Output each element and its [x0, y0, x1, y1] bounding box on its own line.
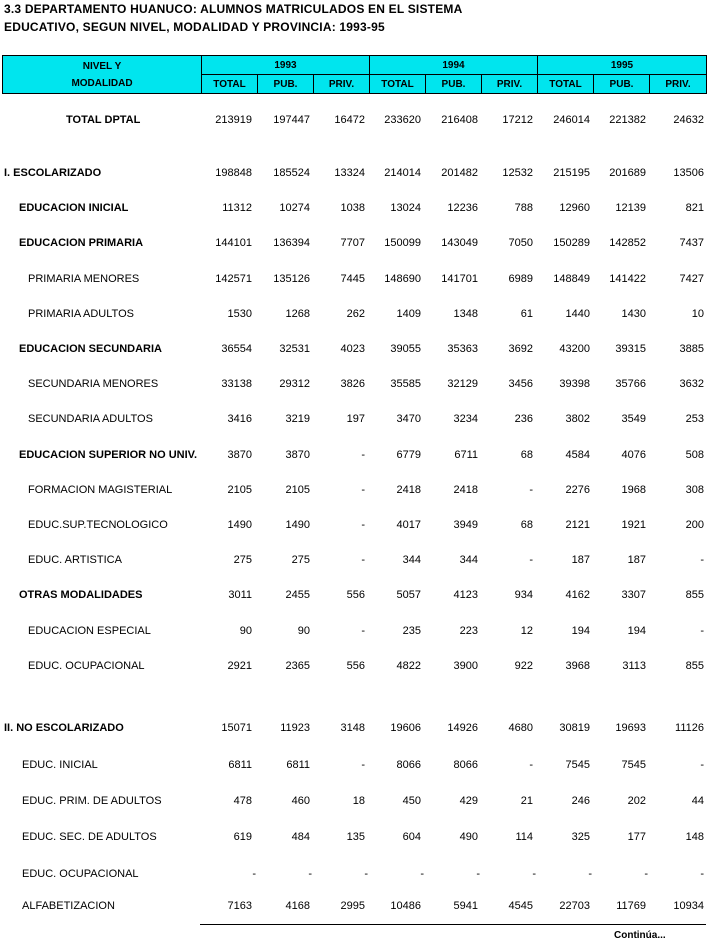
cell: 11923: [280, 722, 310, 734]
cell: 235: [402, 625, 421, 637]
header-total-1993: TOTAL: [201, 74, 258, 94]
cell: 17212: [502, 114, 533, 126]
cell: -: [308, 868, 312, 880]
row-label: PRIMARIA MENORES: [28, 273, 140, 285]
cell: 3885: [679, 343, 704, 355]
table-row: [0, 449, 718, 465]
cell: -: [529, 484, 533, 496]
cell: -: [364, 868, 368, 880]
cell: 3870: [285, 449, 310, 461]
cell: 30819: [559, 722, 590, 734]
cell: 478: [233, 795, 252, 807]
table-row: [0, 202, 718, 218]
header-year-1993: 1993: [201, 55, 370, 75]
cell: 5057: [396, 589, 421, 601]
cell: 4017: [396, 519, 421, 531]
cell: 43200: [559, 343, 590, 355]
cell: 4123: [453, 589, 478, 601]
cell: 148: [685, 831, 704, 843]
cell: -: [700, 625, 704, 637]
row-label: SECUNDARIA ADULTOS: [28, 413, 153, 425]
table-row: [0, 625, 718, 641]
cell: 39398: [559, 378, 590, 390]
row-label: I. ESCOLARIZADO: [4, 167, 102, 179]
cell: 7163: [227, 900, 252, 912]
header-modalidad-label: MODALIDAD: [71, 77, 133, 89]
cell: 142571: [215, 273, 252, 285]
page-title: 3.3 DEPARTAMENTO HUANUCO: ALUMNOS MATRICULADOS EN EL SISTEMA: [4, 2, 463, 16]
table-row: [0, 759, 718, 775]
cell: 821: [685, 202, 704, 214]
cell: 142852: [609, 237, 646, 249]
cell: 508: [685, 449, 704, 461]
cell: 16472: [334, 114, 365, 126]
cell: 90: [239, 625, 252, 637]
cell: 198848: [215, 167, 252, 179]
cell: 141422: [609, 273, 646, 285]
cell: 429: [459, 795, 478, 807]
row-label: II. NO ESCOLARIZADO: [4, 722, 124, 734]
cell: 11126: [675, 722, 704, 734]
cell: 604: [402, 831, 421, 843]
cell: 1348: [453, 308, 478, 320]
cell: 13506: [673, 167, 704, 179]
header-priv-1993: PRIV.: [313, 74, 370, 94]
cell: 12: [520, 625, 533, 637]
cell: 1430: [621, 308, 646, 320]
cell: 7545: [621, 759, 646, 771]
table-row: [0, 900, 718, 916]
cell: 200: [685, 519, 704, 531]
cell: 3148: [340, 722, 365, 734]
cell: -: [361, 519, 365, 531]
cell: 201482: [441, 167, 478, 179]
cell: 194: [571, 625, 590, 637]
cell: 221382: [609, 114, 646, 126]
cell: 556: [346, 589, 365, 601]
header-nivel-label: NIVEL Y: [82, 60, 122, 72]
row-label: ALFABETIZACION: [22, 900, 115, 912]
header-pub-1994: PUB.: [425, 74, 482, 94]
cell: 7445: [340, 273, 365, 285]
cell: 3632: [679, 378, 704, 390]
header-priv-1994: PRIV.: [481, 74, 538, 94]
cell: 3234: [453, 413, 478, 425]
cell: 788: [514, 202, 533, 214]
table-row: [0, 273, 718, 289]
cell: 1409: [396, 308, 421, 320]
cell: 33138: [221, 378, 252, 390]
cell: 194: [627, 625, 646, 637]
cell: 4168: [285, 900, 310, 912]
cell: -: [529, 759, 533, 771]
cell: 19693: [615, 722, 646, 734]
cell: 253: [685, 413, 704, 425]
cell: 6811: [286, 759, 310, 771]
cell: 15071: [221, 722, 252, 734]
header-pub-1995: PUB.: [593, 74, 650, 94]
cell: 185524: [273, 167, 310, 179]
header-pub-1993: PUB.: [257, 74, 314, 94]
cell: 114: [515, 831, 533, 843]
header-year-1995: 1995: [537, 55, 707, 75]
cell: 6779: [396, 449, 421, 461]
row-label: EDUCACION SUPERIOR NO UNIV.: [19, 449, 198, 461]
cell: 68: [520, 519, 533, 531]
cell: 3307: [621, 589, 646, 601]
cell: 136394: [273, 237, 310, 249]
row-label: EDUCACION ESPECIAL: [28, 625, 151, 637]
cell: 1490: [285, 519, 310, 531]
cell: 1268: [285, 308, 310, 320]
table-row: [0, 519, 718, 535]
cell: 7437: [679, 237, 704, 249]
table-row: [0, 378, 718, 394]
cell: 490: [459, 831, 478, 843]
cell: 36554: [221, 343, 252, 355]
cell: 35585: [390, 378, 421, 390]
cell: 11312: [222, 202, 252, 214]
cell: 223: [459, 625, 478, 637]
cell: -: [361, 554, 365, 566]
header-nivel-cell: [2, 55, 202, 94]
row-label: EDUCACION PRIMARIA: [19, 237, 144, 249]
cell: 7427: [679, 273, 704, 285]
cell: 201689: [609, 167, 646, 179]
cell: 13024: [390, 202, 421, 214]
cell: 44: [691, 795, 704, 807]
cell: 3456: [508, 378, 533, 390]
cell: 344: [402, 554, 421, 566]
cell: 3549: [621, 413, 646, 425]
cell: 187: [571, 554, 590, 566]
cell: 233620: [384, 114, 421, 126]
cell: 3011: [228, 589, 252, 601]
cell: 32129: [447, 378, 478, 390]
table-row: [0, 308, 718, 324]
cell: 1038: [340, 202, 365, 214]
cell: 236: [514, 413, 533, 425]
cell: 215195: [553, 167, 590, 179]
cell: 2276: [565, 484, 590, 496]
cell: 855: [685, 589, 704, 601]
cell: 2921: [227, 660, 252, 672]
cell: 3968: [565, 660, 590, 672]
cell: 6811: [228, 759, 252, 771]
cell: -: [252, 868, 256, 880]
cell: 24632: [673, 114, 704, 126]
cell: 11769: [616, 900, 646, 912]
page-subtitle: EDUCATIVO, SEGUN NIVEL, MODALIDAD Y PROVINCIA: 1993-95: [4, 20, 385, 34]
cell: 197: [346, 413, 365, 425]
cell: 4076: [621, 449, 646, 461]
table-row: [0, 237, 718, 253]
cell: -: [361, 449, 365, 461]
cell: 3416: [227, 413, 252, 425]
header-priv-1995: PRIV.: [649, 74, 707, 94]
cell: 10486: [390, 900, 421, 912]
cell: 246014: [553, 114, 590, 126]
cell: 4584: [565, 449, 590, 461]
cell: 7050: [508, 237, 533, 249]
row-label: EDUC. OCUPACIONAL: [22, 868, 139, 880]
cell: 22703: [559, 900, 590, 912]
cell: 3470: [396, 413, 421, 425]
cell: 1440: [565, 308, 590, 320]
cell: 3802: [565, 413, 590, 425]
cell: 3692: [508, 343, 533, 355]
cell: 3949: [453, 519, 478, 531]
row-label: EDUC. INICIAL: [22, 759, 98, 771]
cell: 556: [346, 660, 365, 672]
table-row: [0, 554, 718, 570]
cell: 35363: [447, 343, 478, 355]
cell: -: [644, 868, 648, 880]
table-bottom-rule: [200, 924, 706, 925]
cell: 4023: [340, 343, 365, 355]
table-row: [0, 831, 718, 847]
cell: 10274: [279, 202, 310, 214]
row-label: EDUC.SUP.TECNOLOGICO: [28, 519, 168, 531]
cell: 202: [627, 795, 646, 807]
cell: 148849: [553, 273, 590, 285]
cell: -: [700, 554, 704, 566]
cell: 3900: [453, 660, 478, 672]
cell: 3113: [622, 660, 646, 672]
cell: 216408: [441, 114, 478, 126]
row-label: EDUC. SEC. DE ADULTOS: [22, 831, 157, 843]
cell: 460: [291, 795, 310, 807]
cell: 2365: [285, 660, 310, 672]
cell: 3826: [340, 378, 365, 390]
cell: 39315: [615, 343, 646, 355]
cell: 7545: [565, 759, 590, 771]
cell: 90: [297, 625, 310, 637]
cell: 275: [291, 554, 310, 566]
cell: 21: [520, 795, 533, 807]
cell: 325: [571, 831, 590, 843]
cell: 246: [571, 795, 590, 807]
row-label: PRIMARIA ADULTOS: [28, 308, 134, 320]
row-label: EDUCACION SECUNDARIA: [19, 343, 163, 355]
cell: 12236: [447, 202, 478, 214]
row-label: EDUC. OCUPACIONAL: [28, 660, 145, 672]
table-row: [0, 660, 718, 676]
cell: 275: [233, 554, 252, 566]
cell: 135: [346, 831, 365, 843]
cell: 1968: [621, 484, 646, 496]
cell: 262: [346, 308, 365, 320]
cell: -: [700, 759, 704, 771]
cell: 308: [685, 484, 704, 496]
row-label: SECUNDARIA MENORES: [28, 378, 159, 390]
cell: 2418: [396, 484, 421, 496]
cell: 4822: [396, 660, 421, 672]
continued-note: Continúa...: [614, 930, 666, 941]
table-row: [0, 114, 718, 130]
cell: 14926: [447, 722, 478, 734]
cell: 2995: [340, 900, 365, 912]
cell: 4545: [508, 900, 533, 912]
cell: 144101: [215, 237, 252, 249]
table-row: [0, 722, 718, 738]
table-row: [0, 343, 718, 359]
cell: -: [588, 868, 592, 880]
cell: 39055: [390, 343, 421, 355]
cell: 10: [691, 308, 704, 320]
cell: 68: [520, 449, 533, 461]
cell: 2455: [285, 589, 310, 601]
cell: 197447: [273, 114, 310, 126]
cell: 855: [685, 660, 704, 672]
cell: 12139: [615, 202, 646, 214]
cell: 344: [459, 554, 478, 566]
cell: 143049: [441, 237, 478, 249]
cell: 29312: [279, 378, 310, 390]
cell: 35766: [615, 378, 646, 390]
cell: -: [361, 625, 365, 637]
cell: 18: [352, 795, 365, 807]
cell: 8066: [453, 759, 478, 771]
cell: -: [361, 759, 365, 771]
cell: 13324: [334, 167, 365, 179]
cell: 19606: [390, 722, 421, 734]
cell: 141701: [441, 273, 478, 285]
cell: 3870: [227, 449, 252, 461]
cell: 5941: [453, 900, 478, 912]
cell: -: [529, 554, 533, 566]
cell: 150289: [553, 237, 590, 249]
cell: 922: [514, 660, 533, 672]
cell: -: [476, 868, 480, 880]
cell: 2121: [565, 519, 590, 531]
cell: 1490: [227, 519, 252, 531]
cell: 7707: [340, 237, 365, 249]
cell: 450: [402, 795, 421, 807]
cell: 4162: [565, 589, 590, 601]
cell: 2418: [453, 484, 478, 496]
header-total-1994: TOTAL: [369, 74, 426, 94]
table-row: [0, 484, 718, 500]
cell: 3219: [285, 413, 310, 425]
cell: 187: [627, 554, 646, 566]
row-label: OTRAS MODALIDADES: [19, 589, 143, 601]
row-label: EDUCACION INICIAL: [19, 202, 129, 214]
cell: 12532: [502, 167, 533, 179]
cell: 2105: [285, 484, 310, 496]
cell: 1921: [621, 519, 646, 531]
cell: 484: [291, 831, 310, 843]
table-row: [0, 167, 718, 183]
row-label: TOTAL DPTAL: [66, 114, 141, 126]
header-year-1994: 1994: [369, 55, 538, 75]
cell: 6989: [508, 273, 533, 285]
cell: 4680: [508, 722, 533, 734]
cell: 1530: [227, 308, 252, 320]
cell: 214014: [384, 167, 421, 179]
row-label: EDUC. ARTISTICA: [28, 554, 122, 566]
cell: 61: [520, 308, 533, 320]
cell: 934: [514, 589, 533, 601]
cell: 177: [627, 831, 646, 843]
cell: 213919: [215, 114, 252, 126]
cell: 6711: [454, 449, 478, 461]
row-label: FORMACION MAGISTERIAL: [28, 484, 173, 496]
row-label: EDUC. PRIM. DE ADULTOS: [22, 795, 162, 807]
cell: 148690: [384, 273, 421, 285]
cell: -: [420, 868, 424, 880]
cell: 10934: [673, 900, 704, 912]
cell: 12960: [559, 202, 590, 214]
cell: -: [532, 868, 536, 880]
table-row: [0, 413, 718, 429]
table-row: [0, 868, 718, 884]
table-row: [0, 589, 718, 605]
cell: -: [700, 868, 704, 880]
header-total-1995: TOTAL: [537, 74, 594, 94]
cell: 619: [233, 831, 252, 843]
cell: 135126: [273, 273, 310, 285]
cell: -: [361, 484, 365, 496]
cell: 150099: [384, 237, 421, 249]
cell: 8066: [396, 759, 421, 771]
table-row: [0, 795, 718, 811]
cell: 32531: [279, 343, 310, 355]
cell: 2105: [227, 484, 252, 496]
